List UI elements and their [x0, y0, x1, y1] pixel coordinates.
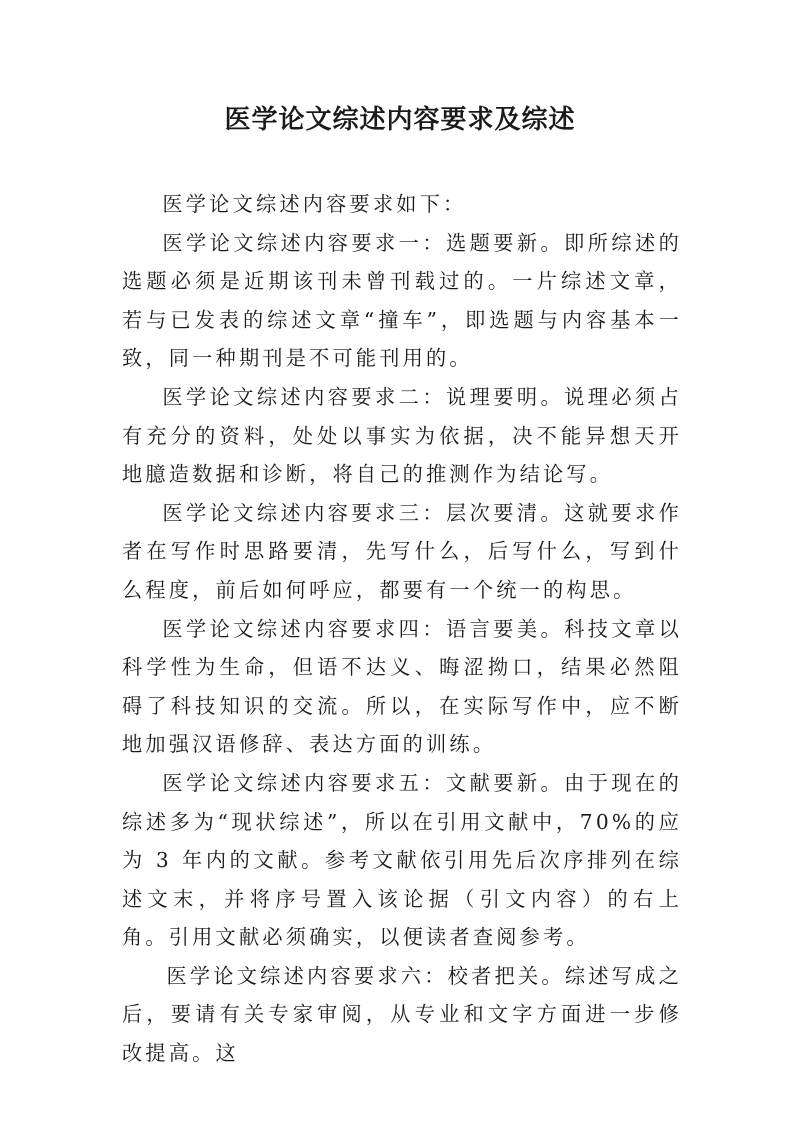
paragraph-requirement-3: 医学论文综述内容要求三：层次要清。这就要求作者在写作时思路要清，先写什么，后写什么，写到什么程度，前后如何呼应，都要有一个统一的构思。 — [122, 500, 682, 602]
paragraph-requirement-6: 医学论文综述内容要求六：校者把关。综述写成之后，要请有关专家审阅，从专业和文字方面进一步修改提高。这 — [122, 963, 682, 1066]
paragraph-intro: 医学论文综述内容要求如下： — [162, 192, 467, 216]
paragraph-requirement-4: 医学论文综述内容要求四：语言要美。科技文章以科学性为生命，但语不达义、晦涩拗口，结果必然阻碍了科技知识的交流。所以，在实际写作中，应不断地加强汉语修辞、表达方面的训练。 — [122, 616, 682, 757]
paragraph-requirement-5: 医学论文综述内容要求五：文献要新。由于现在的综述多为“现状综述”，所以在引用文献中，70%的应为 3 年内的文献。参考文献依引用先后次序排列在综述文末，并将序号置入该论据（引文内容）的右上角。引用文献必须确实，以便读者查阅参考。 — [122, 770, 682, 950]
document-body — [122, 185, 682, 1073]
document-title: 医学论文综述内容要求及综述 — [224, 105, 576, 135]
paragraph-requirement-1: 医学论文综述内容要求一：选题要新。即所综述的选题必须是近期该刊未曾刊载过的。一片综述文章，若与已发表的综述文章“撞车”，即选题与内容基本一致，同一种期刊是不可能刊用的。 — [122, 230, 682, 371]
paragraph-requirement-2: 医学论文综述内容要求二：说理要明。说理必须占有充分的资料，处处以事实为依据，决不能异想天开地臆造数据和诊断，将自己的推测作为结论写。 — [122, 384, 682, 487]
